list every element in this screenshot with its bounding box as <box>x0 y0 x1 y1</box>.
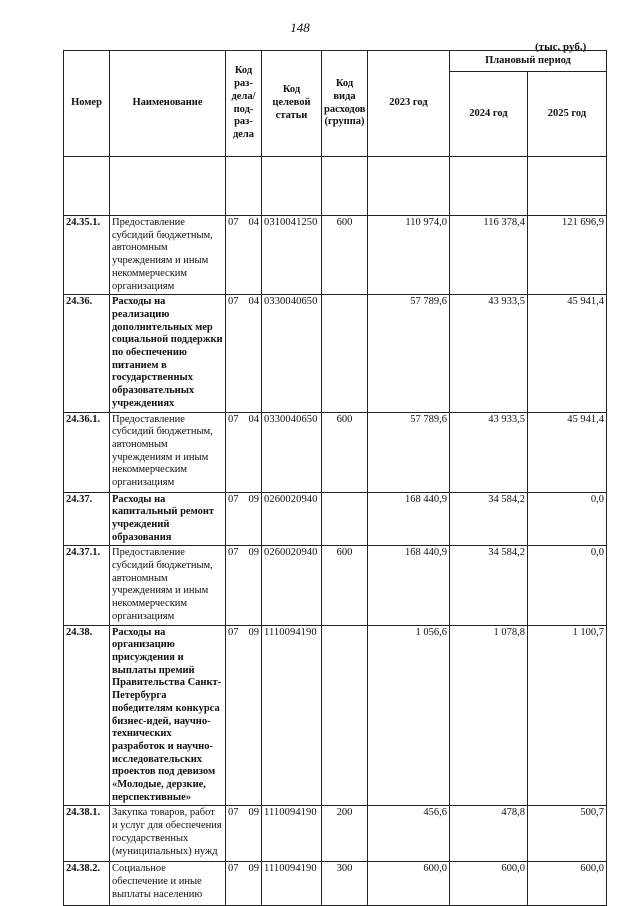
row-number: 24.36.1. <box>64 412 110 492</box>
row-2024: 600,0 <box>450 862 528 906</box>
row-name: Расходы на организацию присуждения и выплаты премий Правительства Санкт-Петербурга победителям конкурса бизнес-идей, научно-технических разработок и научно-исследовательских проектов под девизом «Молодые, дерзкие, перспективные» <box>110 625 226 806</box>
razdel-code: 07 <box>228 863 239 875</box>
row-vid: 600 <box>322 216 368 295</box>
podrazdel-code: 09 <box>248 493 259 505</box>
row-2025: 600,0 <box>528 862 607 906</box>
row-vid: 600 <box>322 412 368 492</box>
row-number: 24.37.1. <box>64 546 110 625</box>
row-razdel <box>226 216 262 295</box>
row-2024: 478,8 <box>450 806 528 862</box>
row-razdel <box>226 862 262 906</box>
row-vid: 600 <box>322 546 368 625</box>
razdel-code: 07 <box>228 217 239 228</box>
row-vid: 200 <box>322 806 368 862</box>
row-vid <box>322 492 368 546</box>
header-vid: Код вида расходов (группа) <box>322 51 368 157</box>
podrazdel-code: 04 <box>248 217 259 228</box>
page-number: 148 <box>290 20 310 35</box>
row-2024: 43 933,5 <box>450 412 528 492</box>
table-row <box>64 295 607 412</box>
row-2025: 45 941,4 <box>528 412 607 492</box>
row-number: 24.36. <box>64 295 110 412</box>
row-number: 24.37. <box>64 492 110 546</box>
row-2024: 34 584,2 <box>450 546 528 625</box>
podrazdel-code: 09 <box>248 547 259 559</box>
row-number: 24.38. <box>64 625 110 806</box>
row-2023: 168 440,9 <box>368 546 450 625</box>
row-target: 1110094190 <box>262 806 322 862</box>
row-2025: 1 100,7 <box>528 625 607 806</box>
row-name: Предоставление субсидий бюджетным, автономным учреждениям и иным некоммерческим организациям <box>110 412 226 492</box>
row-2023: 1 056,6 <box>368 625 450 806</box>
header-year-2023: 2023 год <box>368 51 450 157</box>
razdel-code: 07 <box>228 296 239 308</box>
row-2025: 121 696,9 <box>528 216 607 295</box>
row-number: 24.38.2. <box>64 862 110 906</box>
row-target: 1110094190 <box>262 625 322 806</box>
row-name: Расходы на капитальный ремонт учреждений образования <box>110 492 226 546</box>
row-2025: 0,0 <box>528 546 607 625</box>
table-row <box>64 412 607 492</box>
header-number: Номер <box>64 51 110 157</box>
row-razdel <box>226 492 262 546</box>
row-2024: 1 078,8 <box>450 625 528 806</box>
row-2025: 500,7 <box>528 806 607 862</box>
row-razdel <box>226 295 262 412</box>
header-year-2024: 2024 год <box>450 72 528 157</box>
row-2025: 45 941,4 <box>528 295 607 412</box>
row-name: Закупка товаров, работ и услуг для обеспечения государственных (муниципальных) нужд <box>110 806 226 862</box>
row-name: Социальное обеспечение и иные выплаты населению <box>110 862 226 906</box>
podrazdel-code: 09 <box>248 807 259 819</box>
row-razdel <box>226 412 262 492</box>
row-razdel <box>226 546 262 625</box>
table-row <box>64 492 607 546</box>
row-2024: 43 933,5 <box>450 295 528 412</box>
razdel-code: 07 <box>228 626 239 638</box>
header-year-2025: 2025 год <box>528 72 607 157</box>
row-name: Расходы на реализацию дополнительных мер социальной поддержки по обеспечению питанием в государственных образовательных учреждениях <box>110 295 226 412</box>
row-target: 0260020940 <box>262 546 322 625</box>
header-target: Код целевой статьи <box>262 51 322 157</box>
header-name: Наименование <box>110 51 226 157</box>
header-razdel: Код раз-дела/ под-раз-дела <box>226 51 262 157</box>
row-name: Предоставление субсидий бюджетным, автономным учреждениям и иным некоммерческим организациям <box>110 546 226 625</box>
row-2023: 57 789,6 <box>368 295 450 412</box>
row-vid <box>322 625 368 806</box>
row-number: 24.35.1. <box>64 216 110 295</box>
row-vid <box>322 295 368 412</box>
row-2023: 110 974,0 <box>368 216 450 295</box>
podrazdel-code: 04 <box>248 296 259 308</box>
row-target: 0310041250 <box>262 216 322 295</box>
razdel-code: 07 <box>228 493 239 505</box>
row-razdel <box>226 625 262 806</box>
row-target: 0330040650 <box>262 295 322 412</box>
row-2023: 600,0 <box>368 862 450 906</box>
table-row <box>64 862 607 906</box>
row-target: 0260020940 <box>262 492 322 546</box>
row-target: 0330040650 <box>262 412 322 492</box>
header-plan-period: Плановый период <box>450 51 607 72</box>
row-name: Предоставление субсидий бюджетным, автономным учреждениям и иным некоммерческим организациям <box>110 216 226 295</box>
razdel-code: 07 <box>228 807 239 819</box>
podrazdel-code: 04 <box>248 413 259 425</box>
row-vid: 300 <box>322 862 368 906</box>
table-row <box>64 806 607 862</box>
row-2025: 0,0 <box>528 492 607 546</box>
row-2023: 57 789,6 <box>368 412 450 492</box>
budget-table <box>63 50 607 906</box>
row-razdel <box>226 806 262 862</box>
razdel-code: 07 <box>228 413 239 425</box>
table-row <box>64 546 607 625</box>
row-2024: 116 378,4 <box>450 216 528 295</box>
row-2023: 168 440,9 <box>368 492 450 546</box>
row-2023: 456,6 <box>368 806 450 862</box>
table-row <box>64 216 607 295</box>
header-spacer-row <box>64 157 607 216</box>
row-2024: 34 584,2 <box>450 492 528 546</box>
unit-note: (тыс. руб.) <box>535 41 587 53</box>
podrazdel-code: 09 <box>248 626 259 638</box>
row-target: 1110094190 <box>262 862 322 906</box>
table-row <box>64 625 607 806</box>
podrazdel-code: 09 <box>248 863 259 875</box>
razdel-code: 07 <box>228 547 239 559</box>
row-number: 24.38.1. <box>64 806 110 862</box>
